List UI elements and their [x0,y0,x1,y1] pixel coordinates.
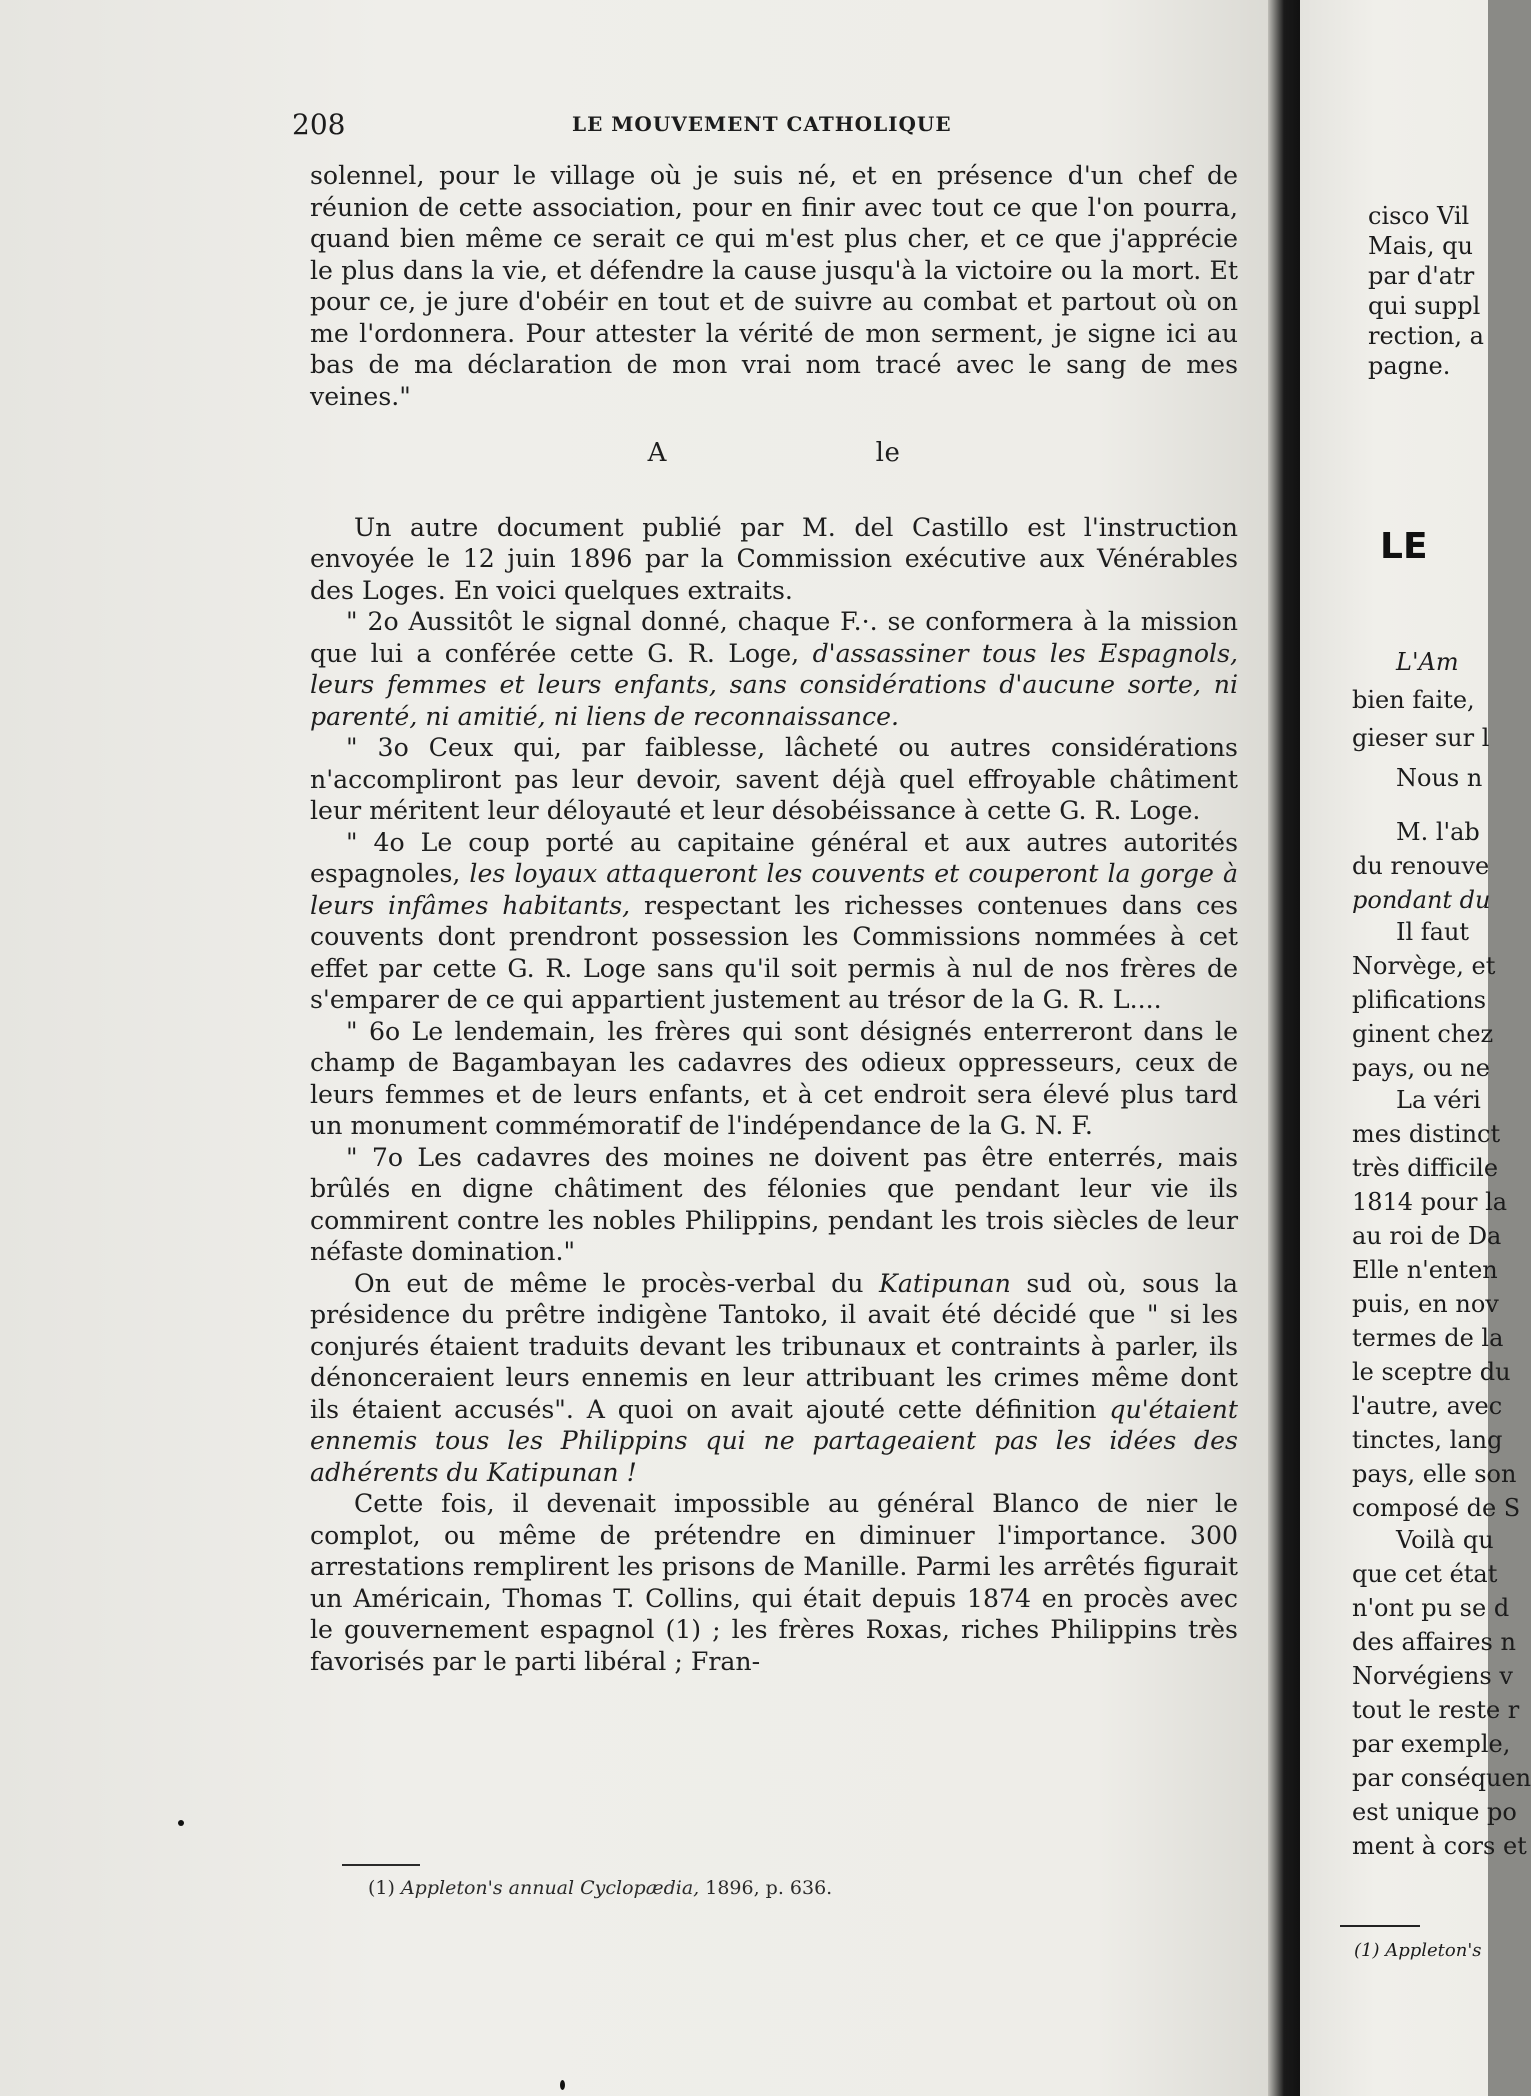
right-page-line: plifications [1352,986,1487,1014]
section-mark-right: le [875,438,901,468]
right-footnote-rule [1340,1925,1420,1927]
definition-italic: qu'étaient ennemis tous les Philippins qui ne partageaient pas les idées des adhérents du Katipunan ! [310,1394,1238,1487]
right-page-heading: LE [1380,526,1428,567]
right-page-line: par d'atr [1368,262,1475,290]
body-text [310,160,1238,1677]
article-4-italic: les loyaux attaqueront les couvents et couperont la gorge à leurs infâmes habitants, [310,859,1238,920]
oath-paragraph: solennel, pour le village où je suis né, et en présence d'un chef de réunion de cette association, pour en finir avec tout ce que l'on pourra, quand bien même ce serait ce qui m'est plus cher, et ce que j'apprécie le plus dans la vie, et défendre la cause jusqu'à la victoire ou la mort. Et pour ce, je jure d'obéir en tout et de suivre au combat et partout où on me l'ordonnera. Pour attester la vérité de mon serment, je signe ici au bas de ma déclaration de mon vrai nom tracé avec le sang de mes veines." [310,161,1238,411]
right-page-line: Il faut [1396,918,1470,946]
right-page-line: puis, en nov [1352,1290,1499,1318]
right-page-line: La véri [1396,1086,1481,1114]
footnote-rest: 1896, p. 636. [699,1877,833,1899]
right-page-line: l'autre, avec [1352,1392,1503,1420]
running-head: LE MOUVEMENT CATHOLIQUE [572,112,952,136]
right-page-line: pays, elle son [1352,1460,1517,1488]
right-page-line: Mais, qu [1368,232,1473,260]
right-page-line: du renouve [1352,852,1490,880]
article-2-text: " 2o Aussitôt le signal donné, chaque F.·. se conformera à la mission que lui a conférée cette G. R. Loge, [310,607,1238,668]
article-4-text: " 4o Le coup porté au capitaine général et aux autres autorités espagnoles, [310,827,1238,888]
right-page [1300,0,1531,2096]
right-page-line: tinctes, lang [1352,1426,1503,1454]
footnote [368,1877,832,1899]
right-page-line: ginent chez [1352,1020,1494,1048]
right-page-line: Norvège, et [1352,952,1496,980]
paragraph-article-2 [310,606,1238,732]
section-mark-left: A [647,438,667,468]
right-footnote: (1) Appleton's [1354,1940,1482,1961]
right-page-line: termes de la [1352,1324,1504,1352]
right-page-line: M. l'ab [1396,818,1480,846]
right-page-line: cisco Vil [1368,202,1470,230]
proces-verbal-start: On eut de même le procès-verbal du [354,1268,880,1298]
paragraph-article-6: " 6o Le lendemain, les frères qui sont désignés enterreront dans le champ de Bagambayan les cadavres des odieux oppresseurs, ceux de leurs femmes et de leurs enfants, et à cet endroit sera élevé plus tard un monument commémoratif de l'indépendance de la G. N. F. [310,1016,1238,1140]
footnote-rule [342,1864,420,1866]
right-page-line: que cet état [1352,1560,1498,1588]
right-page-line: le sceptre du [1352,1358,1511,1386]
paragraph-arrests: Cette fois, il devenait impossible au général Blanco de nier le complot, ou même de prétendre en diminuer l'importance. 300 arrestations remplirent les prisons de Manille. Parmi les arrêtés figurait un Américain, Thomas T. Collins, qui était depuis 1874 en procès avec le gouvernement espagnol (1) ; les frères Roxas, riches Philippins très favorisés par le parti libéral ; Fran- [310,1489,1238,1676]
proces-verbal-mid: sud où, sous la présidence du prêtre indigène Tantoko, il avait été décidé que " si les conjurés étaient traduits devant les tribunaux et contraints à parler, ils dénonceraient leurs ennemis en leur attribuant les crimes même dont ils étaient accusés". A quoi on avait ajouté cette définition [310,1268,1239,1424]
right-page-line: Voilà qu [1396,1526,1494,1554]
article-4-end: respectant les richesses contenues dans ces couvents dont prendront possession les Commissions nommées à cet effet par cette G. R. Loge sans qu'il soit permis à nul de nos frères de s'emparer de ce qui appartient justement au trésor de la G. R. L.... [310,890,1239,1014]
right-page-line: rection, a [1368,322,1484,350]
right-page-line: ment à cors et [1352,1832,1527,1860]
right-page-line: par exemple, [1352,1730,1511,1758]
right-page-line: L'Am [1396,648,1459,676]
right-page-line: gieser sur l [1352,724,1490,752]
right-page-line: au roi de Da [1352,1222,1502,1250]
right-page-line: très difficile [1352,1154,1499,1182]
footnote-source: Appleton's annual Cyclopædia, [400,1877,700,1899]
page-header [292,108,1242,148]
right-page-line: qui suppl [1368,292,1481,320]
katipunan-italic: Katipunan [879,1268,1011,1298]
right-page-line: composé de S [1352,1494,1521,1522]
right-page-line: n'ont pu se d [1352,1594,1510,1622]
footnote-number: (1) [368,1877,401,1899]
right-page-line: Elle n'enten [1352,1256,1498,1284]
paragraph-proces-verbal [310,1268,1238,1489]
page-number: 208 [292,108,346,141]
paragraph-article-7: " 7o Les cadavres des moines ne doivent pas être enterrés, mais brûlés en digne châtiment des félonies que pendant leur vie ils commirent contre les nobles Philippins, pendant les trois siècles de leur néfaste domination." [310,1142,1238,1266]
right-page-line: bien faite, [1352,686,1475,714]
right-page-line: tout le reste r [1352,1696,1520,1724]
right-page-line: des affaires n [1352,1628,1516,1656]
scan-speck [560,2080,565,2090]
right-page-line: par conséquen [1352,1764,1531,1792]
right-page-line: Norvégiens v [1352,1662,1513,1690]
paragraph-article-4 [310,827,1238,1016]
right-page-line: Nous n [1396,764,1483,792]
right-page-line: pagne. [1368,352,1451,380]
paragraph-instruction: Un autre document publié par M. del Castillo est l'instruction envoyée le 12 juin 1896 par la Commission exécutive aux Vénérables des Loges. En voici quelques extraits. [310,512,1238,605]
article-2-italic: d'assassiner tous les Espagnols, leurs femmes et leurs enfants, sans considérations d'aucune sorte, ni parenté, ni amitié, ni liens de reconnaissance. [310,638,1239,731]
paragraph-article-3: " 3o Ceux qui, par faiblesse, lâcheté ou autres considérations n'accompliront pas leur devoir, savent déjà quel effroyable châtiment leur méritent leur déloyauté et leur désobéissance à cette G. R. Loge. [310,733,1238,825]
right-page-line: est unique po [1352,1798,1517,1826]
right-page-line: pondant du [1352,886,1491,914]
right-page-line: mes distinct [1352,1120,1501,1148]
right-page-line: 1814 pour la [1352,1188,1508,1216]
right-page-line: pays, ou ne [1352,1054,1490,1082]
scan-speck [178,1820,184,1826]
section-mark [310,438,1238,470]
